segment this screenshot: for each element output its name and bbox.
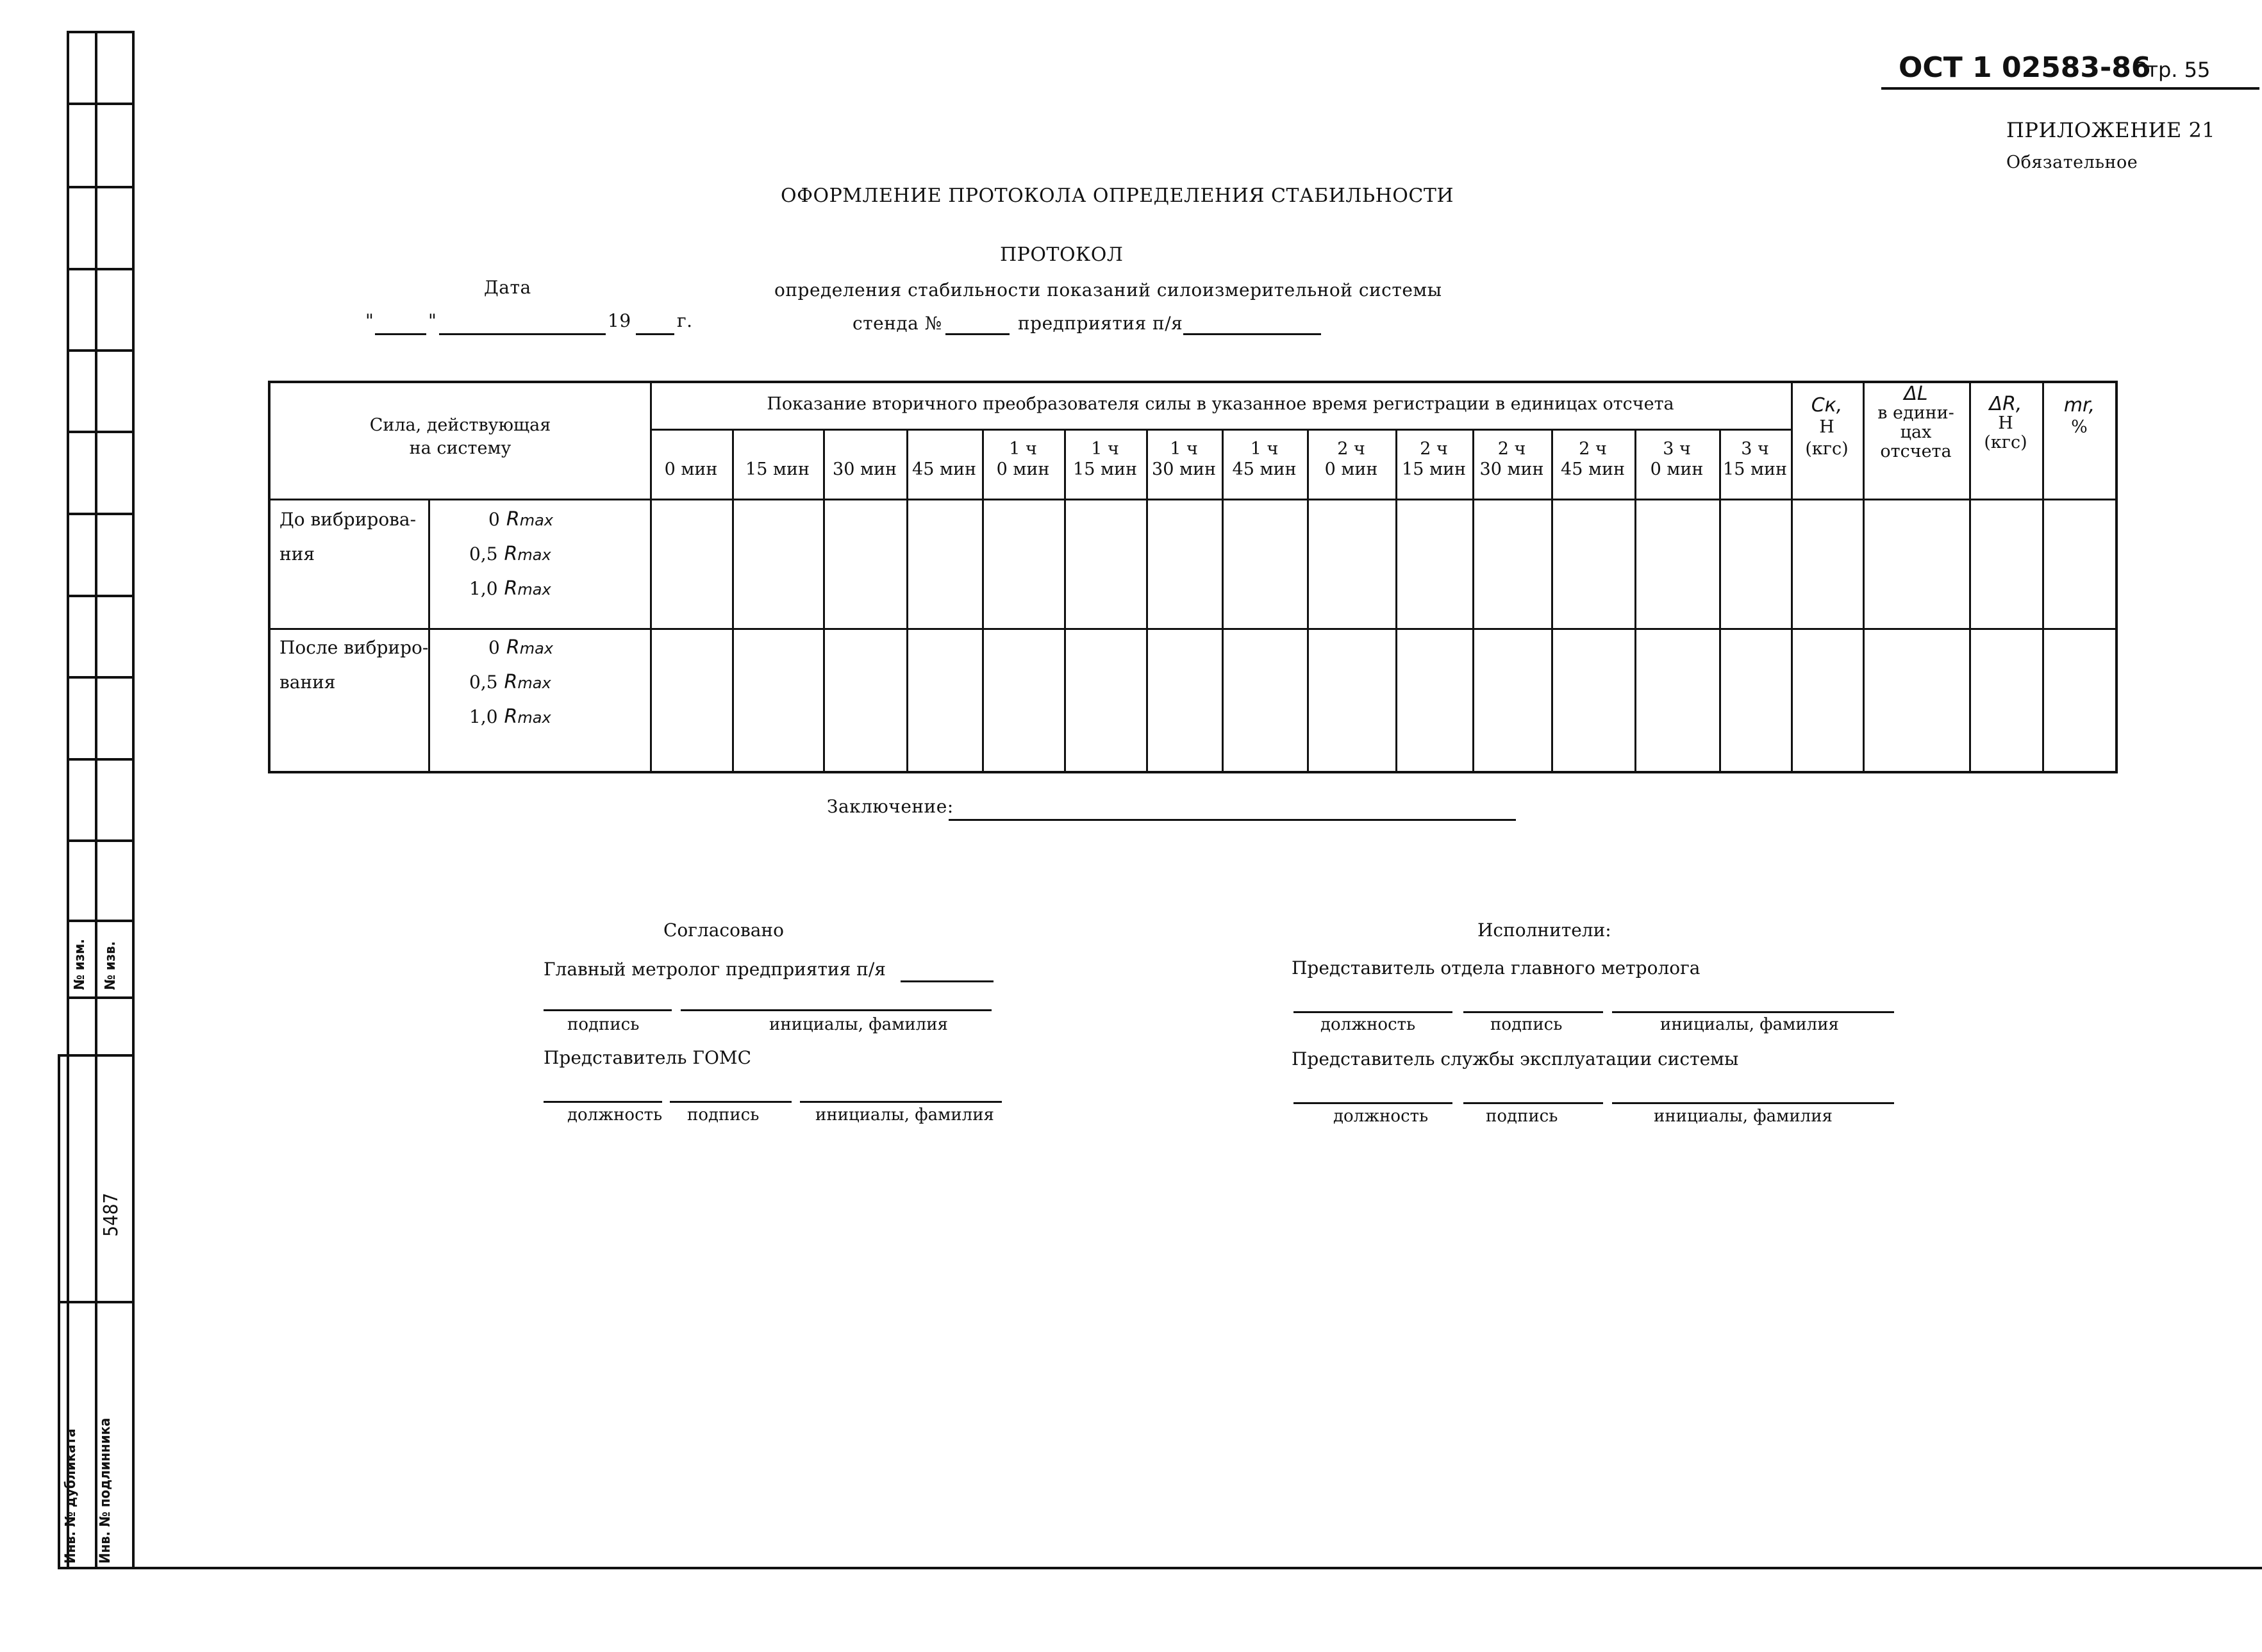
page-number: Стр. 55: [2132, 58, 2211, 82]
appendix-note: Обязательное: [2006, 153, 2138, 172]
chief-signature-caption: подпись: [567, 1015, 640, 1034]
time-column-header: 30 мин: [833, 459, 897, 479]
dr-header: ΔR, Н (кгс): [1984, 393, 2027, 452]
chief-name-caption: инициалы, фамилия: [769, 1015, 948, 1034]
time-column-header: 1 ч 45 мин: [1232, 439, 1297, 479]
gms-name-caption: инициалы, фамилия: [815, 1105, 994, 1125]
executor2-name-line[interactable]: [1612, 1102, 1894, 1104]
executor1-signature-caption: подпись: [1490, 1015, 1563, 1034]
load-row: 1,0 Rmax: [469, 577, 551, 600]
gms-name-line[interactable]: [800, 1101, 1002, 1103]
load-row: 0,5 Rmax: [469, 543, 551, 565]
stand-label: стенда №: [852, 313, 942, 334]
load-row: 0 Rmax: [488, 508, 553, 531]
gms-label: Представитель ГОМС: [544, 1047, 752, 1068]
standard-number: ОСТ 1 02583-86: [1899, 51, 2151, 84]
time-column-header: 2 ч 30 мин: [1479, 439, 1544, 479]
ck-header: Cк, Н (кгс): [1805, 394, 1849, 459]
appendix-label: ПРИЛОЖЕНИЕ 21: [2006, 118, 2216, 142]
orig-label: Инв. № подлинника: [97, 1417, 113, 1564]
conclusion-field[interactable]: [949, 819, 1516, 821]
conclusion-label: Заключение:: [827, 796, 954, 817]
gms-position-line[interactable]: [544, 1101, 662, 1103]
readings-header: Показание вторичного преобразователя силы в указанное время регистрации в единицах отсчета: [767, 394, 1674, 414]
load-row: 0 Rmax: [488, 636, 553, 659]
chief-name-line[interactable]: [681, 1009, 992, 1011]
stability-table: [268, 381, 2118, 773]
time-column-header: 1 ч 15 мин: [1073, 439, 1137, 479]
time-column-header: 1 ч 0 мин: [996, 439, 1050, 479]
time-column-header: 45 мин: [912, 459, 976, 479]
executor2-signature-line[interactable]: [1463, 1102, 1603, 1104]
executor1-position-caption: должность: [1320, 1015, 1416, 1034]
time-column-header: 15 мин: [745, 459, 810, 479]
gms-signature-line[interactable]: [670, 1101, 792, 1103]
agreed-title: Согласовано: [663, 920, 784, 941]
enterprise-field[interactable]: [1183, 333, 1321, 335]
izv-label: № изв.: [103, 941, 119, 990]
group-after-label: После вибриро- вания: [279, 637, 429, 693]
executor1-position-line[interactable]: [1293, 1011, 1452, 1013]
time-column-header: 2 ч 15 мин: [1402, 439, 1466, 479]
executor1-label: Представитель отдела главного метролога: [1292, 957, 1701, 979]
executor2-label: Представитель службы эксплуатации системы: [1292, 1048, 1739, 1070]
protocol-subtitle: определения стабильности показаний силоизмерительной системы: [774, 279, 1442, 301]
time-column-header: 2 ч 0 мин: [1324, 439, 1378, 479]
executor2-position-caption: должность: [1333, 1107, 1429, 1126]
gms-position-caption: должность: [567, 1105, 663, 1125]
executor2-name-caption: инициалы, фамилия: [1654, 1107, 1833, 1126]
page-title: ОФОРМЛЕНИЕ ПРОТОКОЛА ОПРЕДЕЛЕНИЯ СТАБИЛЬНОСТИ: [781, 185, 1454, 207]
executor1-name-line[interactable]: [1612, 1011, 1894, 1013]
chief-metrologist-field[interactable]: [901, 980, 994, 982]
executor1-name-caption: инициалы, фамилия: [1660, 1015, 1839, 1034]
load-row: 1,0 Rmax: [469, 706, 551, 728]
mr-header: mr, %: [2063, 394, 2095, 437]
chief-signature-line[interactable]: [544, 1009, 672, 1011]
date-label: Дата: [484, 277, 531, 298]
executors-title: Исполнители:: [1477, 920, 1611, 941]
force-header: Сила, действующая на систему: [369, 415, 551, 458]
time-column-header: 0 мин: [664, 459, 718, 479]
dup-label: Инв. № дубликата: [63, 1428, 79, 1564]
header-underline: [1881, 87, 2259, 90]
time-column-header: 3 ч 15 мин: [1723, 439, 1787, 479]
inventory-number: 5487: [100, 1193, 122, 1237]
stand-field[interactable]: [945, 333, 1010, 335]
executor2-position-line[interactable]: [1293, 1102, 1452, 1104]
executor2-signature-caption: подпись: [1486, 1107, 1558, 1126]
gms-signature-caption: подпись: [687, 1105, 760, 1125]
load-row: 0,5 Rmax: [469, 671, 551, 693]
group-before-label: До вибрирова- ния: [279, 509, 417, 565]
enterprise-label: предприятия п/я: [1018, 313, 1183, 334]
time-column-header: 3 ч 0 мин: [1650, 439, 1704, 479]
protocol-title: ПРОТОКОЛ: [1000, 244, 1124, 266]
izm-label: № изм.: [72, 939, 88, 990]
chief-metrologist-label: Главный метролог предприятия п/я: [544, 959, 886, 980]
time-column-header: 1 ч 30 мин: [1152, 439, 1216, 479]
time-column-header: 2 ч 45 мин: [1561, 439, 1625, 479]
dl-header: ΔL в едини- цах отсчета: [1877, 383, 1954, 461]
executor1-signature-line[interactable]: [1463, 1011, 1603, 1013]
